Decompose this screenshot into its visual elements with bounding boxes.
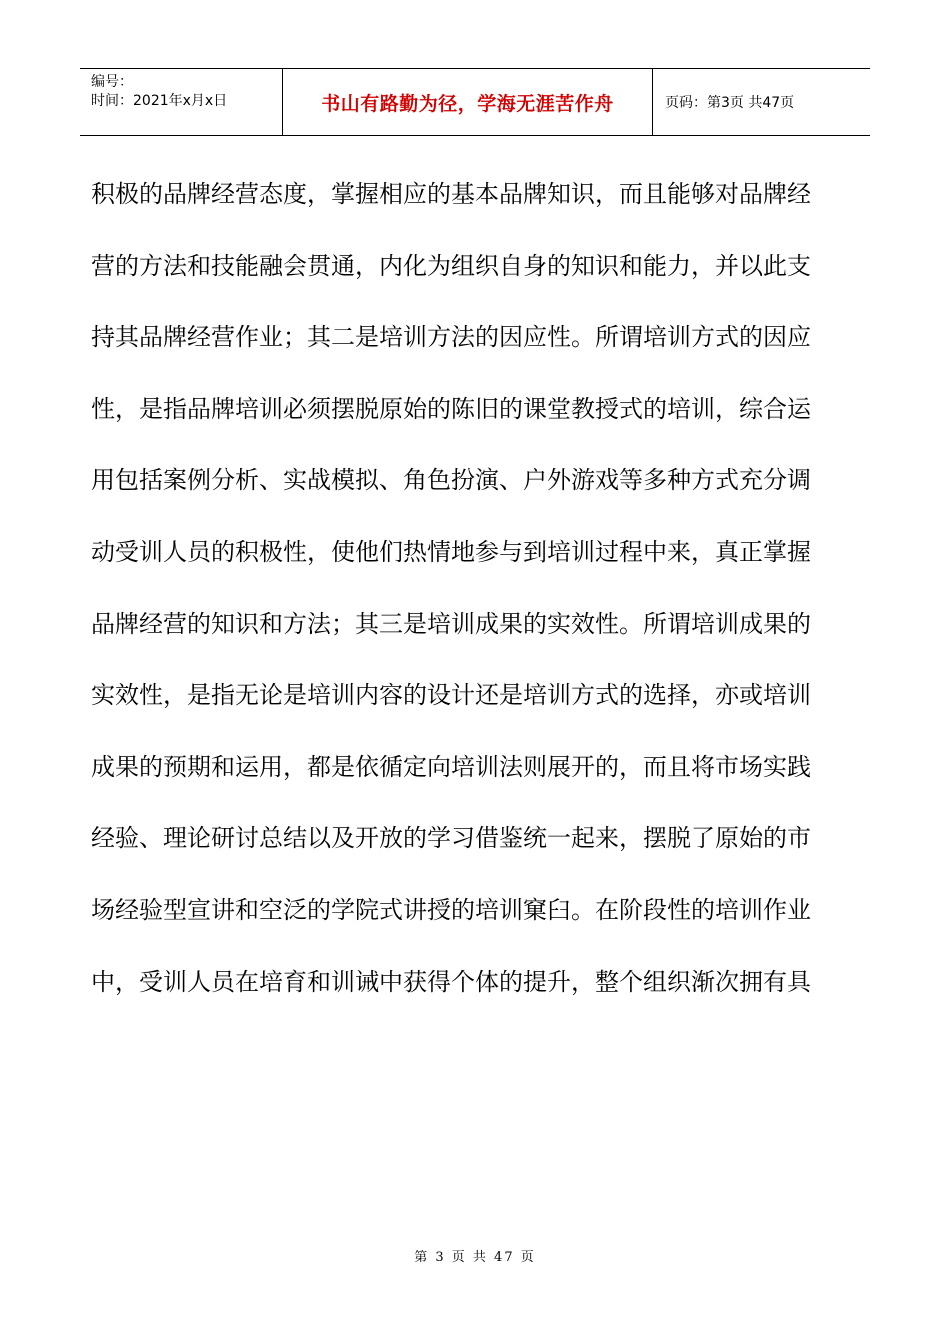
body-line: 持其品牌经营作业；其二是培训方法的因应性。所谓培训方式的因应 (91, 323, 811, 352)
header-motto: 书山有路勤为径，学海无涯苦作舟 (321, 92, 614, 115)
header-page-info: 页码：第3页 共47页 (665, 95, 795, 111)
document-date-label: 时间：2021年x月x日 (91, 93, 228, 109)
body-line: 经验、理论研讨总结以及开放的学习借鉴统一起来，摆脱了原始的市 (91, 824, 811, 853)
body-line: 中，受训人员在培育和训诫中获得个体的提升，整个组织渐次拥有具 (91, 967, 811, 996)
page-footer (0, 1246, 950, 1265)
body-line: 用包括案例分析、实战模拟、角色扮演、户外游戏等多种方式充分调 (91, 466, 811, 495)
header-meta-cell (80, 69, 283, 135)
body-line: 动受训人员的积极性，使他们热情地参与到培训过程中来，真正掌握 (91, 537, 811, 566)
body-line: 成果的预期和运用，都是依循定向培训法则展开的，而且将市场实践 (91, 752, 811, 781)
body-line: 营的方法和技能融会贯通，内化为组织自身的知识和能力，并以此支 (91, 251, 811, 280)
header-motto-cell (283, 69, 653, 135)
body-line: 实效性，是指无论是培训内容的设计还是培训方式的选择，亦或培训 (91, 681, 811, 710)
page-header (80, 68, 870, 136)
body-line: 积极的品牌经营态度，掌握相应的基本品牌知识，而且能够对品牌经 (91, 180, 811, 208)
body-line: 场经验型宣讲和空泛的学院式讲授的培训窠臼。在阶段性的培训作业 (91, 895, 811, 924)
body-line: 性，是指品牌培训必须摆脱原始的陈旧的课堂教授式的培训，综合运 (91, 394, 811, 423)
body-text (91, 162, 861, 1021)
footer-page-number: 第 3 页 共 47 页 (414, 1250, 536, 1265)
body-line: 品牌经营的知识和方法；其三是培训成果的实效性。所谓培训成果的 (91, 609, 811, 638)
header-page-cell (653, 69, 870, 135)
document-number-label: 编号： (91, 74, 133, 90)
